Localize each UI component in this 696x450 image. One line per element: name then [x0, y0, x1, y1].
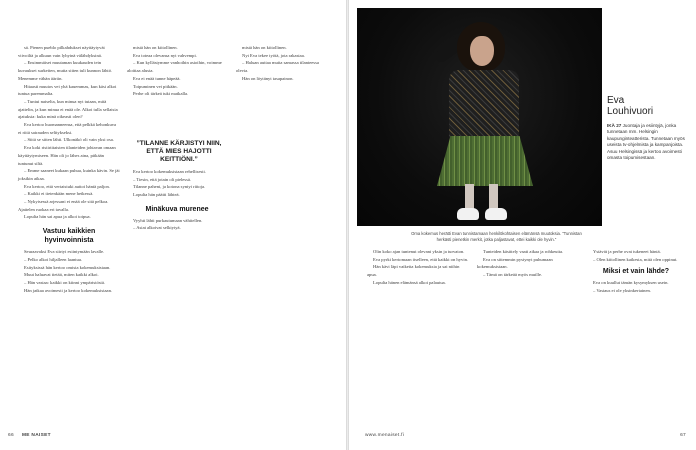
- magazine-name: ME NAISET: [22, 433, 51, 438]
- paragraph: Perhe oli tärkeä tuki matkalla.: [133, 91, 189, 97]
- paragraph: – Emme saaneet kukaan puhua, kuinka kävin. Se jäi joksikin aikaa.: [18, 168, 120, 181]
- paragraph: – Pelko alkoi hiljalleen laantua.: [24, 256, 83, 262]
- paragraph: Tilanne paheni, ja kotona syntyi riitoja.: [133, 184, 206, 190]
- photo-caption: Oma kokemus herätti Evan tunnistamaan henkilökohtaisen elämänsä muutoksia. ”Tunnistan herkästi pienetkin merkit, jotka paljastavat, ettei kaikki ole hyvin.”: [411, 231, 582, 242]
- paragraph: Olin koko ajan tuntenut olevani yksin ja turvaton.: [373, 249, 465, 254]
- name-block: [607, 95, 687, 161]
- paragraph: Toipuminen vei pitkään.: [133, 83, 178, 89]
- paragraph: – Siitä se sitten lähti. Ulkonäkö oli vain yksi osa.: [24, 137, 114, 143]
- paragraph: Hän jatkaa avoimesti ja kertoo kokemuksistaan.: [24, 287, 113, 293]
- left-page: [0, 0, 346, 450]
- pull-quote: ”TILANNE KÄRJISTYI NIIN, ETTÄ MIES HAJOTTI KEITTIÖNI.”: [136, 140, 222, 164]
- paragraph: – Tiesin, että jotain oli pielessä.: [133, 176, 192, 182]
- right-page: [349, 0, 696, 450]
- paragraph: Eva on kuullut tämän kysymyksen usein.: [593, 280, 669, 286]
- paragraph: – Kaikki ei tietenkään mene hetkessä.: [24, 191, 94, 197]
- paragraph: – Vastaus ei ole yksinkertainen.: [593, 288, 651, 294]
- paragraph: Ystävät ja perhe ovat tukeneet häntä.: [593, 249, 661, 254]
- paragraph: Nyt Eva tekee työtä, jota rakastaa.: [242, 52, 305, 58]
- page-number: 67: [680, 433, 686, 438]
- left-column-3: [236, 44, 332, 83]
- section-heading: Minäkuva murenee: [145, 205, 209, 213]
- paragraph: Tunteiden käsittely vaati aikaa ja rohkeutta.: [483, 249, 564, 254]
- person-first-name: Eva: [607, 95, 625, 106]
- figure-green-skirt: [437, 136, 533, 186]
- paragraph: Lopulta hän sai apua ja alkoi toipua.: [24, 214, 91, 220]
- paragraph: Esityksissä hän kertoo omista kokemuksistaan.: [24, 264, 111, 270]
- paragraph: Lopulta hänen elämänsä alkoi palautua.: [373, 279, 446, 285]
- bio-age: IKÄ 27: [607, 123, 622, 128]
- paragraph: Eva kertoo kokemuksistaan rehellisesti.: [133, 168, 206, 174]
- right-column-1: [367, 248, 469, 287]
- bio-text: Juontaja ja esiintyjä, jonka tunnetaan mm. Helsingin kaupunginteatterista. Tunnetaan myös useista tv-ohjelmista ja kampanjoista. Asuu Helsingissä ja kertoo avoimesti omasta toipumisestaan.: [607, 123, 685, 161]
- paragraph: Muut haluavat tietää, miten kaikki alkoi.: [24, 272, 99, 278]
- paragraph: Hän kävi läpi vaikeita kokemuksia ja sai niihin apua.: [367, 264, 460, 278]
- section-heading: Vastuu kaikkien hyvinvoinnista: [42, 228, 96, 245]
- paragraph: Eva koki ristiriitaisten tilanteiden johtavan omaan käyttäytymiseen. Hän oli jo lähes aina, pitkään tuntunut siltä.: [18, 145, 116, 166]
- left-column-2: [127, 44, 227, 232]
- website-url: www.menaiset.fi: [365, 433, 405, 438]
- figure-face: [470, 36, 494, 66]
- paragraph: – Kun kyllästymme vanhoihin asioihin, voimme aloittaa alusta.: [127, 60, 222, 74]
- paragraph: – Tämä on tärkeää myös muille.: [483, 272, 543, 278]
- paragraph: Hitaasti muutos vei yhä kauemmas, kun käsi alkoi tuntua paremmalta.: [18, 83, 117, 97]
- paragraph: Eva kertoo huomanneensa, että pelkkä kehonkuva ei riitä sairauden selitykseksi.: [18, 122, 117, 135]
- paragraph: mistä hän on kiitollinen.: [133, 45, 178, 50]
- figure-sneaker: [485, 208, 507, 220]
- paragraph: Vyyhti lähti purkautumaan vähitellen.: [133, 217, 203, 223]
- paragraph: Eva pyrki kertomaan itselleen, että kaikki on hyvin.: [373, 256, 469, 262]
- paragraph: – Asiat alkoivat selkiytyä.: [133, 225, 181, 231]
- paragraph: Seuraavaksi Eva siirtyi esiintymään lavalle.: [24, 249, 105, 255]
- paragraph: Eva on sittemmin pystynyt puhumaan kokemuksistaan.: [477, 256, 553, 270]
- paragraph: Hän on löytänyt tasapainon.: [242, 75, 294, 81]
- paragraph: mistä hän on kiitollinen.: [242, 45, 287, 50]
- right-column-2: [477, 248, 579, 279]
- paragraph: Eva kertoo, että vertaistuki auttoi häntä paljon.: [24, 183, 110, 189]
- portrait-photo: [357, 8, 602, 226]
- paragraph: – Haluan auttaa muita samassa tilanteessa olevia.: [236, 60, 319, 74]
- left-column-1: [18, 44, 120, 294]
- right-column-3: [587, 248, 685, 295]
- person-bio: [607, 123, 687, 161]
- person-last-name: Louhivuori: [607, 106, 654, 117]
- paragraph: sä. Pienen pueblo pilkahdukset näyttäytyvät viivoiltä ja alkuun vain lyhyinä välähdyksinä.: [18, 45, 105, 58]
- paragraph: – Tuntui naiselta, kun minua nyt tutaan, mitä ajattelin, ja kun minua ei enää ole. Alkoi tulla sellaisia ajatuksia: kuka minä oikeasti olen?: [18, 98, 118, 120]
- paragraph: Lopulta hän päätti lähteä.: [133, 192, 180, 198]
- paragraph: Eva ei enää tunne häpeää.: [133, 75, 181, 81]
- section-heading: Miksi et vain lähde?: [602, 268, 670, 276]
- paragraph: – Hän vastaa: kaikki on kiinni ympäristöstä.: [24, 279, 106, 285]
- figure-sneaker: [457, 208, 479, 220]
- paragraph: – Nykyisessä arjessani ei enää ole sitä pelkoa. Ajattelen ruokaa eri tavalla.: [18, 199, 109, 212]
- page-number: 66: [8, 433, 14, 438]
- paragraph: Eva toteaa olevansa nyt vahvempi.: [133, 52, 197, 58]
- paragraph: – Olen kiitollinen kaikesta, mitä olen oppinut.: [593, 256, 678, 262]
- figure-plaid-top: [449, 70, 519, 140]
- paragraph: – Ensimmäiset muutaman kuukauden tein kuvaukset surkeiten, mutta sitten tuli kunnon lähtö. Menemme vähän ääriin.: [18, 60, 113, 81]
